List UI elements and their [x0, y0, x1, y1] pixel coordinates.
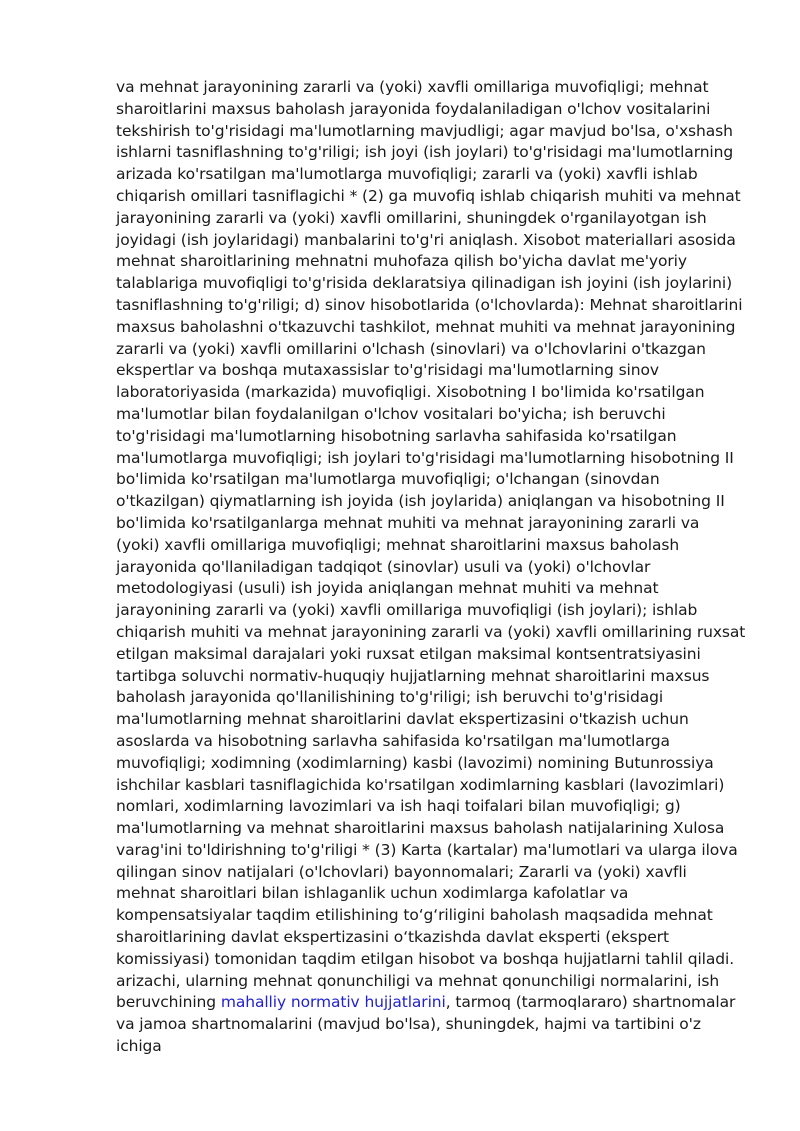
document-body [116, 77, 746, 1058]
local-normative-documents-link[interactable]: mahalliy normativ hujjatlarini [220, 993, 446, 1012]
paragraph-text-after-link: , tarmoq (tarmoqlararo) shartnomalar va jamoa shartnomalarini (mavjud bo'lsa), shuningdek, hajmi va tartibini o'z ichiga [116, 993, 736, 1056]
paragraph-text-before-link: va mehnat jarayonining zararli va (yoki) xavfli omillariga muvofiqligi; mehnat sharoitlarini maxsus baholash jarayonida foydalaniladigan o'lchov vositalarini tekshirish to'g'risidagi ma'lumotlarning mavjudligi; agar mavjud bo'lsa, o'xshash ishlarni tasniflashning to'g'riligi; ish joyi (ish joylari) to'g'risidagi ma'lumotlarning arizada ko'rsatilgan ma'lumotlarga muvofiqligi; zararli va (yoki) xavfli ishlab chiqarish omillari tasniflagichi * (2) ga muvofiq ishlab chiqarish muhiti va mehnat jarayonining zararli va (yoki) xavfli omillarini, shuningdek o'rganilayotgan ish joyidagi (ish joylaridagi) manbalarini to'g'ri aniqlash. Xisobot materiallari asosida mehnat sharoitlarining mehnatni muhofaza qilish bo'yicha davlat me'yoriy talablariga muvofiqligi to'g'risida deklaratsiya qilinadigan ish joyini (ish joylarini) tasniflashning to'g'riligi; d) sinov hisobotlarida (o'lchovlarda): Mehnat sharoitlarini maxsus baholashni o'tkazuvchi tashkilot, mehnat muhiti va mehnat jarayonining zararli va (yoki) xavfli omillarini o'lchash (sinovlari) va o'lchovlarini o'tkazgan ekspertlar va boshqa mutaxassislar to'g'risidagi ma'lumotlarning sinov laboratoriyasida (markazida) muvofiqligi. Xisobotning I bo'limida ko'rsatilgan ma'lumotlar bilan foydalanilgan o'lchov vositalari bo'yicha; ish beruvchi to'g'risidagi ma'lumotlarning hisobotning sarlavha sahifasida ko'rsatilgan ma'lumotlarga muvofiqligi; ish joylari to'g'risidagi ma'lumotlarning hisobotning II bo'limida ko'rsatilgan ma'lumotlarga muvofiqligi; o'lchangan (sinovdan o'tkazilgan) qiymatlarning ish joyida (ish joylarida) aniqlangan va hisobotning II bo'limida ko'rsatilganlarga mehnat muhiti va mehnat jarayonining zararli va (yoki) xavfli omillariga muvofiqligi; mehnat sharoitlarini maxsus baholash jarayonida qo'llaniladigan tadqiqot (sinovlar) usuli va (yoki) o'lchovlar metodologiyasi (usuli) ish joyida aniqlangan mehnat muhiti va mehnat jarayonining zararli va (yoki) xavfli omillariga muvofiqligi (ish joylari); ishlab chiqarish muhiti va mehnat jarayonining zararli va (yoki) xavfli omillarining ruxsat etilgan maksimal darajalari yoki ruxsat etilgan maksimal kontsentratsiyasini tartibga soluvchi normativ-huquqiy hujjatlarning mehnat sharoitlarini maxsus baholash jarayonida qo'llanilishining to'g'riligi; ish beruvchi to'g'risidagi ma'lumotlarning mehnat sharoitlarini davlat ekspertizasini o'tkazish uchun asoslarda va hisobotning sarlavha sahifasida ko'rsatilgan ma'lumotlarga muvofiqligi; xodimning (xodimlarning) kasbi (lavozimi) nomining Butunrossiya ishchilar kasblari tasniflagichida ko'rsatilgan xodimlarning kasblari (lavozimlari) nomlari, xodimlarning lavozimlari va ish haqi toifalari bilan muvofiqligi; g) ma'lumotlarning va mehnat sharoitlarini maxsus baholash natijalarining Xulosa varag'ini to'ldirishning to'g'riligi * (3) Karta (kartalar) ma'lumotlari va ularga ilova qilingan sinov natijalari (o'lchovlari) bayonnomalari; Zararli va (yoki) xavfli mehnat sharoitlari bilan ishlaganlik uchun xodimlarga kafolatlar va kompensatsiyalar taqdim etilishining to‘g‘riligini baholash maqsadida mehnat sharoitlarining davlat ekspertizasini o‘tkazishda davlat eksperti (ekspert komissiyasi) tomonidan taqdim etilgan hisobot va boshqa hujjatlarni tahlil qiladi. arizachi, ularning mehnat qonunchiligi va mehnat qonunchiligi normalarini, ish beruvchining [116, 78, 746, 1012]
body-paragraph [116, 77, 746, 1058]
